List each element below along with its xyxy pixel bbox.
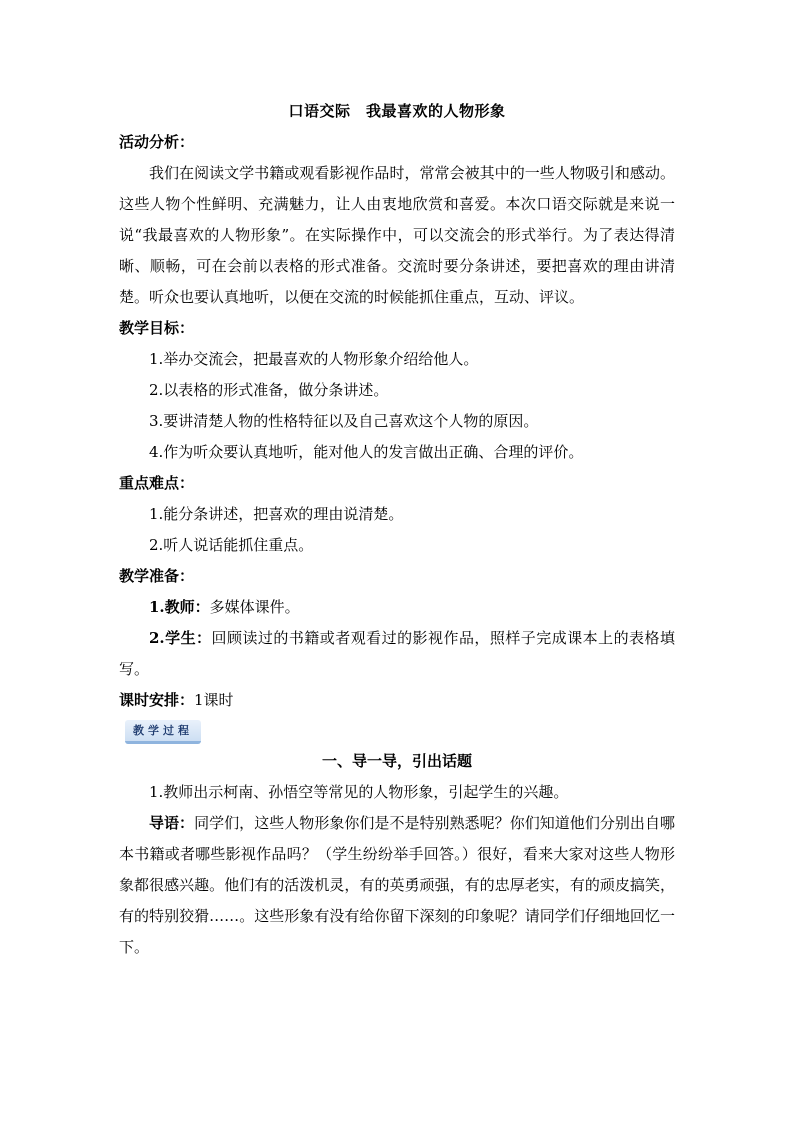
objective-item: 2.以表格的形式准备，做分条讲述。 xyxy=(149,381,389,399)
preparation-teacher-label: 1.教师： xyxy=(149,598,210,616)
key-points-heading: 重点难点： xyxy=(119,474,195,492)
objective-item: 4.作为听众要认真地听，能对他人的发言做出正确、合理的评价。 xyxy=(149,443,584,461)
preparation-student-label: 2.学生： xyxy=(149,629,212,647)
activity-analysis-text: 我们在阅读文学书籍或观看影视作品时，常常会被其中的一些人物吸引和感动。这些人物个性鲜明、充满魅力，让人由衷地欣赏和喜爱。本次口语交际就是来说一说“我最喜欢的人物形象”。在实际操作中，可以交流会的形式举行。为了表达得清晰、顺畅，可在会前以表格的形式准备。交流时要分条讲述，要把喜欢的理由讲清楚。听众也要认真地听，以便在交流的时候能抓住重点，互动、评议。 xyxy=(119,164,675,306)
preparation-student-text: 回顾读过的书籍或者观看过的影视作品，照样子完成课本上的表格填写。 xyxy=(119,629,675,678)
preparation-student xyxy=(119,623,675,685)
document-page xyxy=(119,96,675,963)
guide-text: 同学们，这些人物形象你们是不是特别熟悉呢？你们知道他们分别出自哪本书籍或者哪些影视作品吗？（学生纷纷举手回答。）很好，看来大家对这些人物形象都很感兴趣。他们有的活泼机灵，有的英勇顽强，有的忠厚老实，有的顽皮搞笑，有的特别狡猾……。这些形象有没有给你留下深刻的印象呢？请同学们仔细地回忆一下。 xyxy=(119,814,675,956)
guide-label: 导语： xyxy=(149,814,195,832)
preparation-heading: 教学准备： xyxy=(119,567,195,585)
objective-item: 3.要讲清楚人物的性格特征以及自己喜欢这个人物的原因。 xyxy=(149,412,539,430)
preparation-teacher-text: 多媒体课件。 xyxy=(209,598,300,616)
process-badge-row xyxy=(119,716,675,746)
key-point-item: 1.能分条讲述，把喜欢的理由说清楚。 xyxy=(149,505,404,523)
section-item: 1.教师出示柯南、孙悟空等常见的人物形象，引起学生的兴趣。 xyxy=(149,783,569,801)
schedule-label: 课时安排： xyxy=(119,691,195,709)
objectives-heading: 教学目标： xyxy=(119,319,195,337)
schedule-value: 1课时 xyxy=(194,691,234,709)
key-point-item: 2.听人说话能抓住重点。 xyxy=(149,536,314,554)
process-badge: 教学过程 xyxy=(125,720,201,744)
guide-paragraph xyxy=(119,808,675,963)
activity-analysis-heading: 活动分析： xyxy=(119,133,195,151)
schedule-line xyxy=(119,685,675,716)
section-title: 一、导一导，引出话题 xyxy=(321,752,472,770)
page-title: 口语交际 我最喜欢的人物形象 xyxy=(288,102,506,120)
objective-item: 1.举办交流会，把最喜欢的人物形象介绍给他人。 xyxy=(149,350,479,368)
preparation-teacher xyxy=(119,592,675,623)
